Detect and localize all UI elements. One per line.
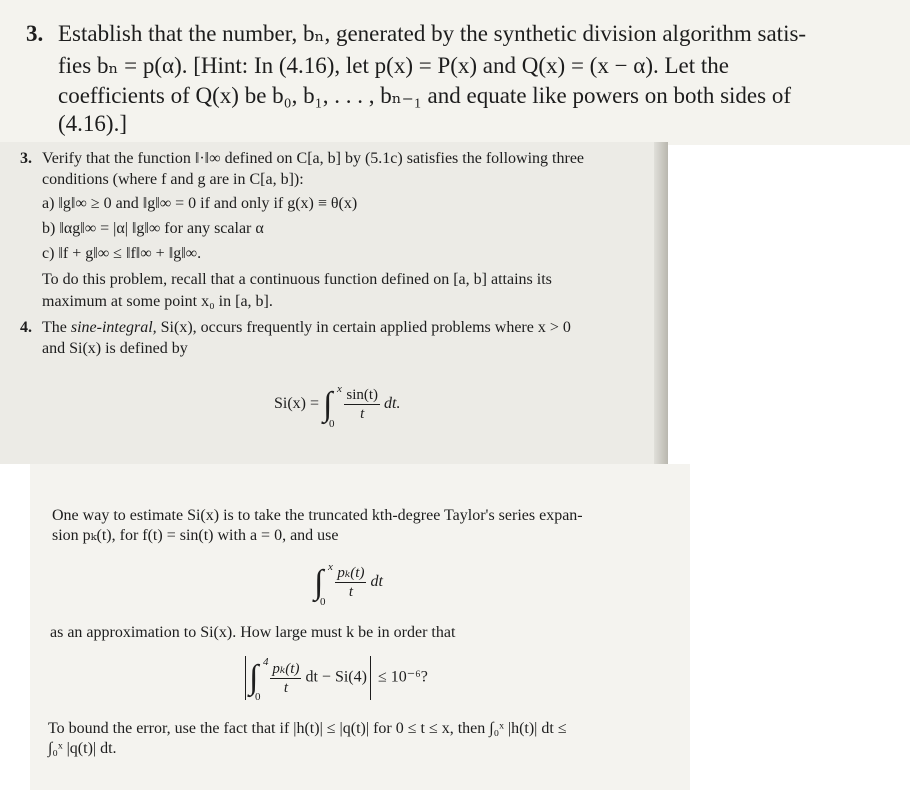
list-item-b: b) ‖αg‖∞ = |α| ‖g‖∞ for any scalar α: [42, 220, 264, 237]
problem-text-line: ∫₀ˣ |q(t)| dt.: [48, 740, 117, 757]
problem-text-line: coefficients of Q(x) be b₀, b₁, . . . , bₙ₋₁ and equate like powers on both sides of: [58, 83, 791, 108]
problem-text-line: fies bₙ = p(α). [Hint: In (4.16), let p(x) = P(x) and Q(x) = (x − α). Let the: [58, 53, 729, 78]
equation-approximation: ∫ x 0 $\frac{\text{pₖ(t)}}{t}$ dt: [314, 560, 383, 608]
list-item-c: c) ‖f + g‖∞ ≤ ‖f‖∞ + ‖g‖∞.: [42, 245, 202, 262]
problem-text-line: (4.16).]: [58, 111, 127, 136]
problem-text-line: To bound the error, use the fact that if |h(t)| ≤ |q(t)| for 0 ≤ t ≤ x, then ∫₀ˣ |h(t)| dt ≤: [48, 720, 567, 737]
problem-number: 4.: [20, 319, 32, 336]
problem-text-line: conditions (where f and g are in C[a, b]):: [42, 171, 304, 188]
problem-text-line: The sine-integral, Si(x), occurs frequently in certain applied problems where x > 0: [42, 319, 571, 336]
problem-text-line: One way to estimate Si(x) is to take the truncated kth-degree Taylor's series expan-: [52, 507, 583, 524]
problem-text-line: Verify that the function ‖·‖∞ defined on C[a, b] by (5.1c) satisfies the following three: [42, 150, 585, 167]
problem-number: 3.: [26, 21, 44, 46]
sine-integral-term: sine-integral,: [70, 319, 157, 336]
scan-fragment-top: [0, 0, 910, 145]
problem-text-line: maximum at some point x₀ in [a, b].: [42, 293, 273, 310]
scan-fragment-bottom: [30, 464, 690, 790]
scan-fragment-middle: [0, 142, 668, 464]
problem-text-line: and Si(x) is defined by: [42, 340, 188, 357]
list-item-a: a) ‖g‖∞ ≥ 0 and ‖g‖∞ = 0 if and only if g(x) ≡ θ(x): [42, 195, 358, 212]
problem-text-line: sion pₖ(t), for f(t) = sin(t) with a = 0, and use: [52, 527, 339, 544]
problem-number: 3.: [20, 150, 32, 167]
problem-text-line: Establish that the number, bₙ, generated by the synthetic division algorithm satis-: [58, 21, 807, 46]
equation-si-definition: Si(x) = ∫ x 0 $\frac{\sin(t)}{t}$ dt.: [274, 382, 401, 430]
problem-text-line: To do this problem, recall that a continuous function defined on [a, b] attains its: [42, 271, 552, 288]
page-edge-shadow: [654, 142, 668, 464]
problem-text-line: as an approximation to Si(x). How large must k be in order that: [50, 624, 456, 641]
equation-error-bound: ∫ 4 0 $\frac{\text{pₖ(t)}}{t}$ dt − Si(4) ≤ 10⁻⁶?: [242, 656, 428, 700]
